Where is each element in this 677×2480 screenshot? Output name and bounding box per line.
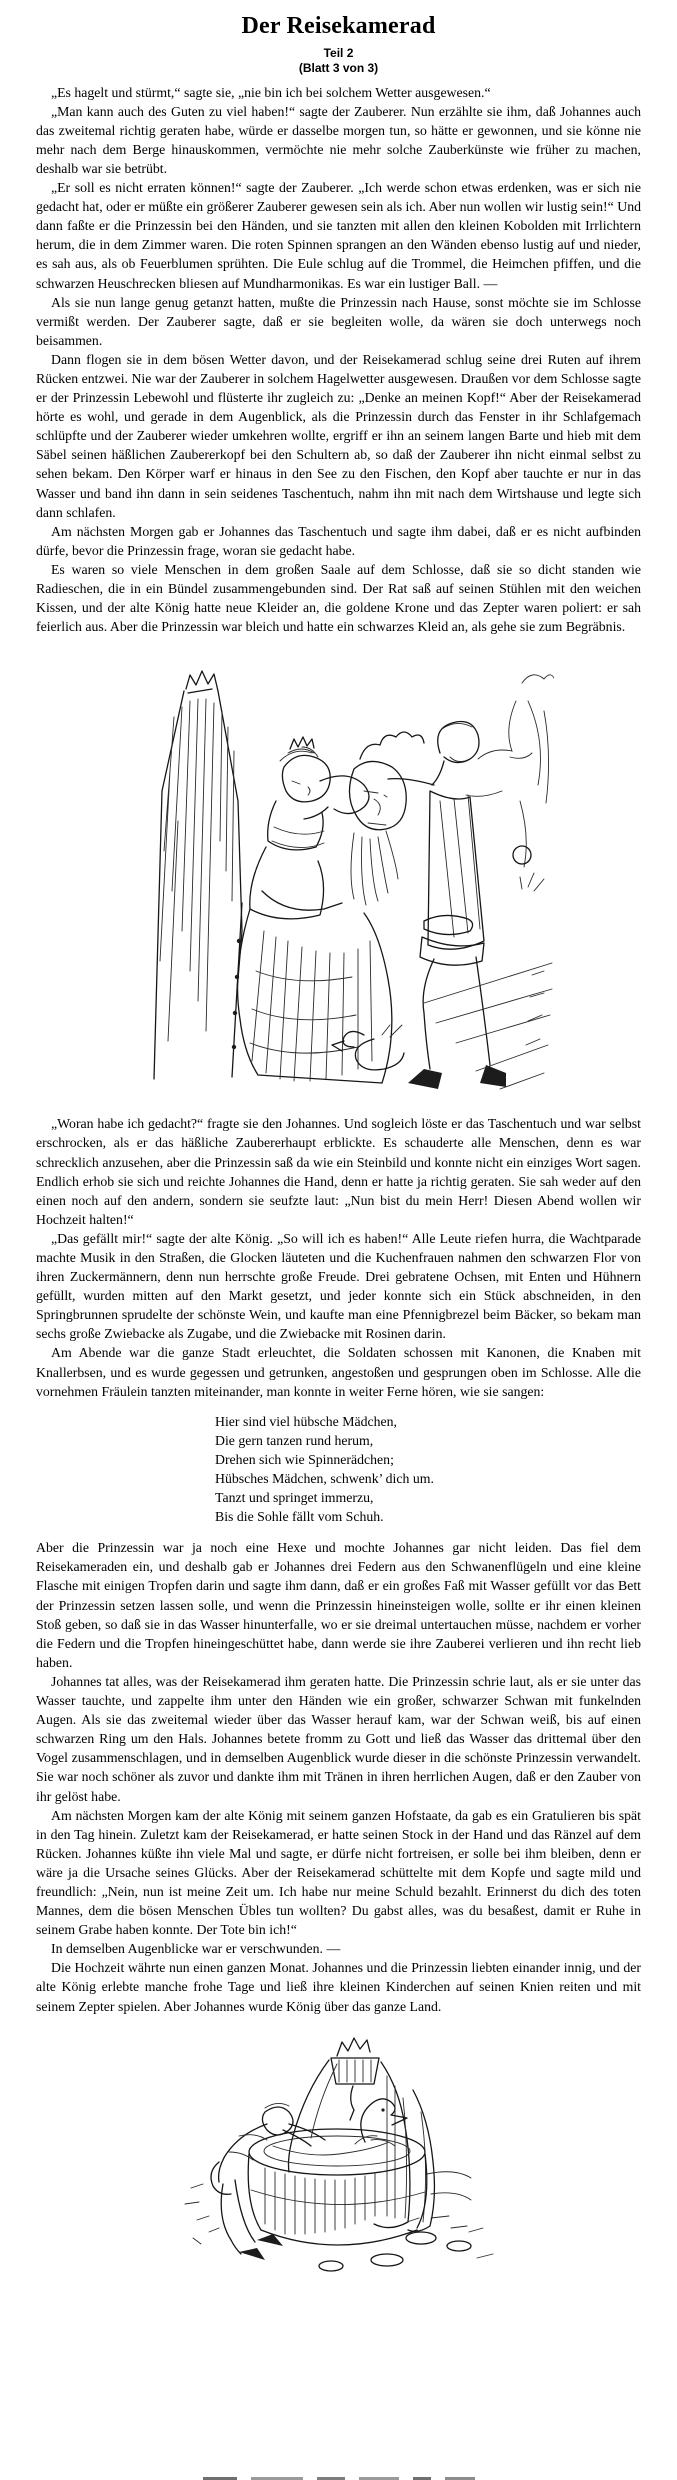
poem-line: Tanzt und springet immerzu, [215, 1490, 374, 1506]
story-paragraph: Dann flogen sie in dem bösen Wetter davon, und der Reisekamerad schlug seine drei Ruten auf ihrem Rücken entzwei. Nie war der Zauberer in solchem Hagelwetter ausgewesen. Draußen vor dem Schlosse sagte er der Prinzessin Lebewohl und flüsterte ihr zugleich zu: „Denke an meinen Kopf!“ Aber der Reisekamerad hörte es wohl, und gerade in dem Augenblick, als die Prinzessin durch das Fenster in ihr Schlafgemach schlüpfte und der Zauberer wieder umkehren wollte, ergriff er ihn an seinem langen Barte und hieb mit dem Säbel seinen häßlichen Zaubererkopf bei den Schultern ab, so daß der Zauberer ihn nicht einmal selbst zu sehen bekam. Den Körper warf er hinaus in den See zu den Fischen, den Kopf aber tauchte er nur in das Wasser und band ihn dann in sein seidenes Taschentuch, nahm ihn mit nach dem Wirtshause und legte sich dann schlafen. [36, 351, 641, 520]
song-verse [215, 1412, 641, 1527]
story-paragraph: „Woran habe ich gedacht?“ fragte sie den Johannes. Und sogleich löste er das Taschentuch und war selbst erschrocken, als er das häßliche Zaubererhaupt erblickte. Es schauderte alle Menschen, denn es war schrecklich anzusehen, aber die Prinzessin saß da wie ein Steinbild und konnte nicht ein einziges Wort sagen. Endlich erhob sie sich und reichte Johannes die Hand, denn er hatte ja richtig geraten. Sie sah weder auf den einen noch auf den andern, sondern sie seufzte laut: „Nun bist du mein Herr! Diesen Abend wollen wir Hochzeit halten!“ [36, 1116, 641, 1227]
story-paragraph: Am nächsten Morgen kam der alte König mit seinem ganzen Hofstaate, da gab es ein Gratulieren bis spät in den Tag hinein. Zuletzt kam der Reisekamerad, er hatte seinen Stock in der Hand und das Ränzel auf dem Rücken. Johannes küßte ihn viele Mal und sagte, er dürfe nicht fortreisen, er solle bei ihm bleiben, denn er wäre ja die Ursache seines Glücks. Aber der Reisekamerad schüttelte mit dem Kopfe und sagte mild und freundlich: „Nein, nun ist meine Zeit um. Ich habe nur meine Schuld bezahlt. Erinnerst du dich des toten Mannes, dem die bösen Menschen Übles tun wollten? Du gabst alles, was du besaßest, damit er Ruhe in seinem Grabe haben konnte. Der Tote bin ich!“ [36, 1807, 641, 1938]
cut-off-caption-fragment [0, 2472, 677, 2480]
page-title: Der Reisekamerad [241, 13, 436, 39]
document-header [0, 0, 677, 76]
story-paragraph: Als sie nun lange genug getanzt hatten, mußte die Prinzessin nach Hause, sonst möchte sie im Schlosse vermißt werden. Der Zauberer sagte, daß er sie begleiten wolle, da wären sie doch unterwegs noch beisammen. [36, 294, 641, 348]
story-paragraph: Am nächsten Morgen gab er Johannes das Taschentuch und sagte ihm dabei, daß er es nicht aufbinden dürfe, bevor die Prinzessin frage, woran sie gedacht habe. [36, 523, 641, 558]
story-paragraph: Die Hochzeit währte nun einen ganzen Monat. Johannes und die Prinzessin liebten einander innig, und der alte König erlebte manche frohe Tage und ließ ihre kleinen Kinderchen auf seinen Knien reiten und mit seinem Zepter spielen. Aber Johannes wurde König über das ganze Land. [36, 1960, 641, 2014]
part-label: Teil 2 [323, 45, 354, 60]
poem-line: Hier sind viel hübsche Mädchen, [215, 1413, 397, 1429]
story-paragraph: „Das gefällt mir!“ sagte der alte König. „So will ich es haben!“ Alle Leute riefen hurra, die Wachtparade machte Musik in den Straßen, die Glocken läuteten und die Kuchenfrauen nahmen den schwarzen Flor von ihren Zuckermännern, denn nun herrschte große Freude. Drei gebratene Ochsen, mit Enten und Hühnern gefüllt, wurden mitten auf den Markt gesetzt, und jeder konnte sich ein Stück abschneiden, in den Springbrunnen sprudelte der schönste Wein, und kaufte man eine Pfennigbrezel beim Bäcker, so bekam man sechs große Zwiebacke als Zugabe, und die Zwiebacke mit Rosinen darin. [36, 1230, 641, 1342]
illustration-swan-tub-scene [0, 2032, 677, 2278]
swan-tub-sketch [169, 2032, 509, 2278]
throne-scene-sketch [124, 641, 554, 1107]
story-paragraph: Es waren so viele Menschen in dem großen Saale auf dem Schlosse, daß sie so dicht standen wie Radieschen, die in ein Bündel zusammengebunden sind. Der Rat saß auf seinen Stühlen mit den weichen Kissen, und der alte König hatte neue Kleider an, die goldene Krone und das Zepter waren poliert: er sah feierlich aus. Aber die Prinzessin war bleich und hatte ein schwarzes Kleid an, als gehe sie zum Begräbnis. [36, 561, 641, 635]
story-paragraph: „Es hagelt und stürmt,“ sagte sie, „nie bin ich bei solchem Wetter ausgewesen.“ [51, 84, 491, 100]
story-part-3 [36, 1538, 641, 2015]
story-part-1 [36, 83, 641, 637]
sheet-label: (Blatt 3 von 3) [298, 60, 379, 75]
story-paragraph: Johannes tat alles, was der Reisekamerad ihm geraten hatte. Die Prinzessin schrie laut, als er sie unter das Wasser tauchte, und zappelte ihm unter den Händen wie ein großer, schwarzer Schwan mit funkelnden Augen. Als sie das zweitemal wieder über das Wasser herauf kam, war der Schwan weiß, bis auf einen schwarzen Ring um den Hals. Johannes betete fromm zu Gott und ließ das Wasser das drittemal über den Vogel zusammenschlagen, und in demselben Augenblick wurde dieser in die schönste Prinzessin verwandelt. Sie war noch schöner als zuvor und dankte ihm mit Tränen in ihren herrlichen Augen, daß er den Zauber von ihr gelöst habe. [36, 1673, 641, 1804]
story-paragraph: „Man kann auch des Guten zu viel haben!“ sagte der Zauberer. Nun erzählte sie ihm, daß Johannes auch das zweitemal richtig geraten habe, würde er dasselbe morgen tun, so hätte er gewonnen, und sie könne nie mehr nach dem Berge hinauskommen, vermöchte nie mehr solche Zauberkünste wie früher zu machen, deshalb war sie betrübt. [36, 103, 641, 176]
story-paragraph: „Er soll es nicht erraten können!“ sagte der Zauberer. „Ich werde schon etwas erdenken, was er sich nie gedacht hat, oder er müßte ein größerer Zauberer gewesen sein als ich. Aber nun wollen wir lustig sein!“ Und dann faßte er die Prinzessin bei den Händen, und sie tanzten mit allen den kleinen Kobolden mit Irrlichtern herum, die in dem Zimmer waren. Die roten Spinnen sprangen an den Wänden ebenso lustig auf und nieder, es sah aus, als ob Feuerblumen sprühten. Die Eule schlug auf die Trommel, die Heimchen pfiffen, und die schwarzen Heuschrecken bliesen auf Mundharmonikas. Es war ein lustiger Ball. — [36, 180, 641, 291]
poem-line: Bis die Sohle fällt vom Schuh. [215, 1509, 384, 1525]
poem-line: Die gern tanzen rund herum, [215, 1432, 374, 1448]
poem-line: Hübsches Mädchen, schwenk’ dich um. [215, 1471, 434, 1486]
story-paragraph: In demselben Augenblicke war er verschwunden. — [51, 1941, 341, 1957]
poem-line: Drehen sich wie Spinnerädchen; [215, 1451, 394, 1467]
story-paragraph: Am Abende war die ganze Stadt erleuchtet, die Soldaten schossen mit Kanonen, die Knaben mit Knallerbsen, und es wurde gegessen und getrunken, angestoßen und gesprungen oben im Schlosse. Alle die vornehmen Fräulein tanzten miteinander, man konnte in weiter Ferne hören, wie sie sangen: [36, 1345, 641, 1399]
story-paragraph: Aber die Prinzessin war ja noch eine Hexe und mochte Johannes gar nicht leiden. Das fiel dem Reisekameraden ein, und deshalb gab er Johannes drei Federn aus den Schwanenflügeln und eine kleine Flasche mit einigen Tropfen darin und sagte ihm dann, daß er ein großes Faß mit Wasser gefüllt vor das Bett der Prinzessin setzen lassen solle, und wenn die Prinzessin hineinsteigen wolle, sollte er ihr einen kleinen Stoß geben, so daß sie in das Wasser hinunterfalle, wo er sie dreimal untertauchen müsse, nachdem er vorher die Federn und die Tropfen hineingeschüttet habe, dann werde sie ihre Zauberei verlieren und ihn recht lieb haben. [36, 1540, 641, 1670]
story-part-2 [36, 1114, 641, 1400]
illustration-throne-scene [0, 641, 677, 1107]
